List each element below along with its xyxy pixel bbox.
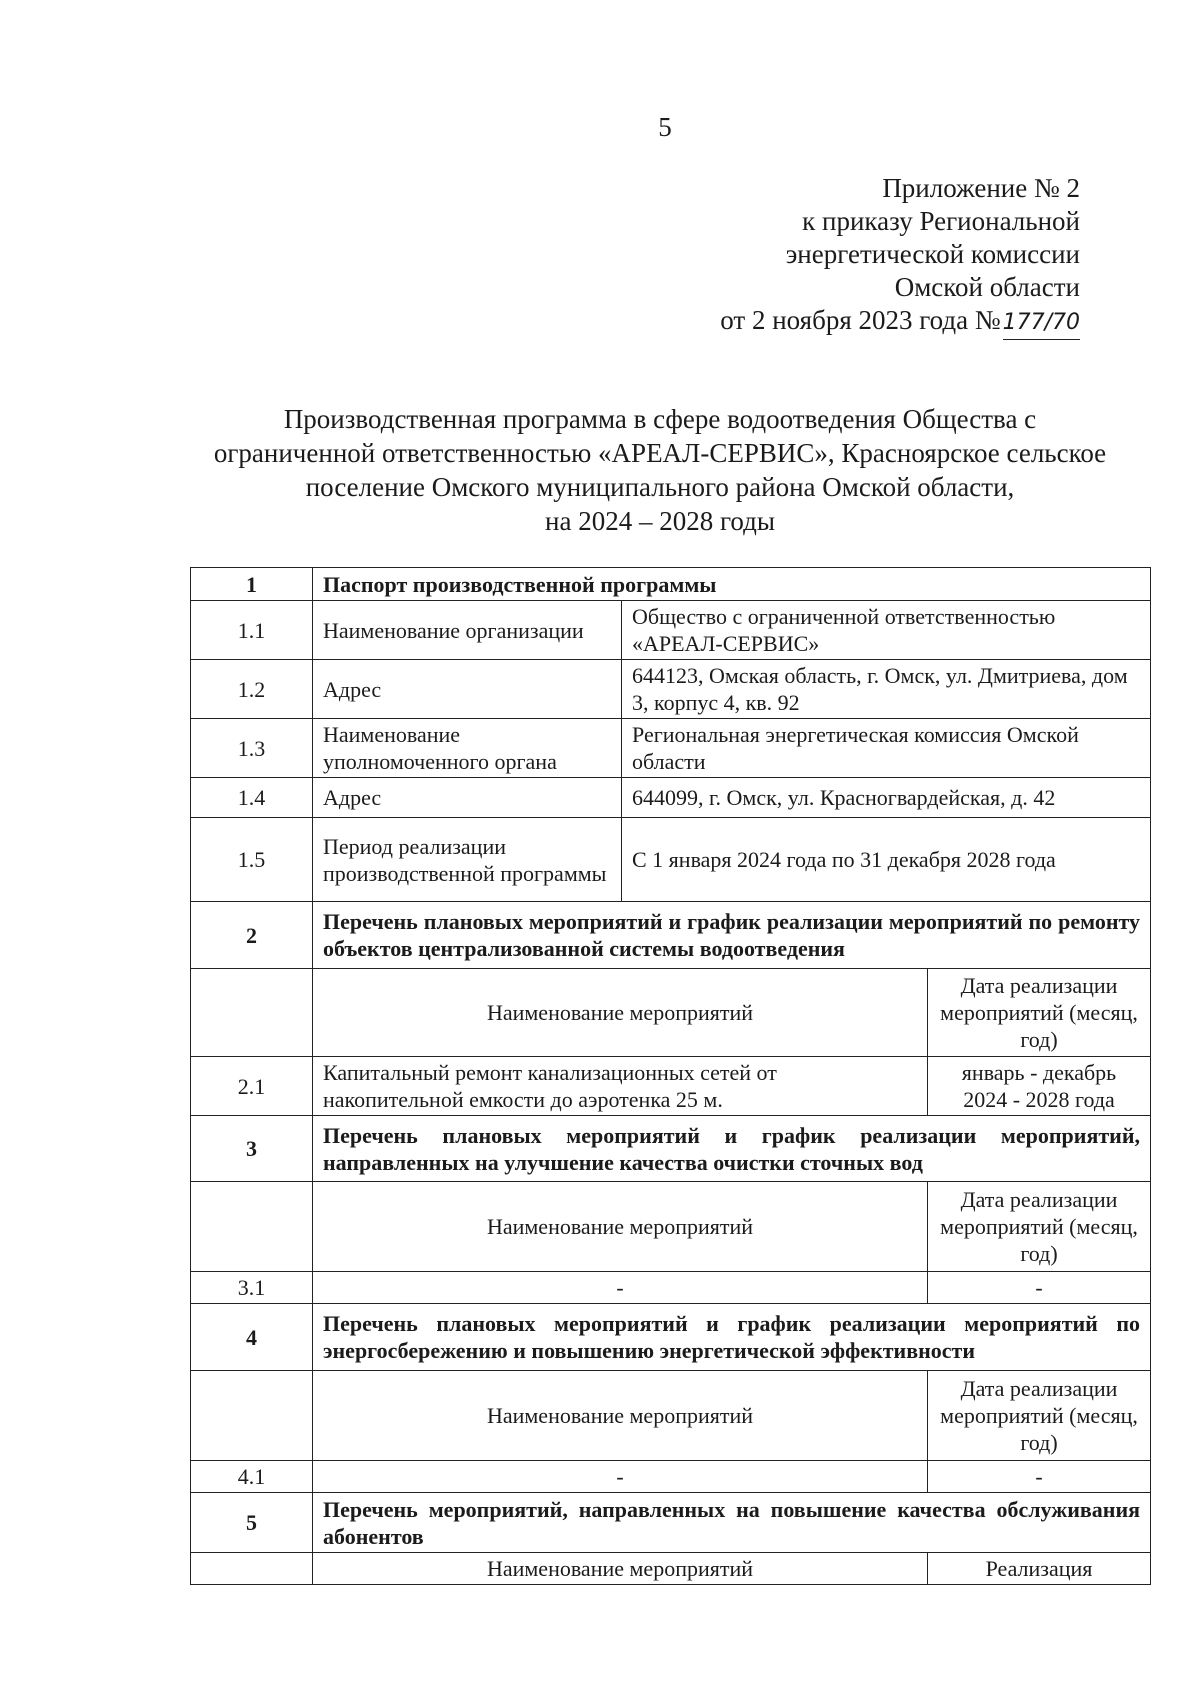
empty-cell [191,969,313,1057]
appendix-header [720,172,1080,340]
appendix-order-line [720,304,1080,340]
column-header-row [191,1182,1151,1272]
row-label: Наименование организации [313,601,622,660]
activity-name: - [313,1272,928,1304]
column-header-row [191,969,1151,1057]
empty-cell [191,1553,313,1585]
column-header-date: Дата реализации мероприятий (месяц, год) [928,1182,1151,1272]
appendix-line: Приложение № 2 [882,173,1080,203]
table-row [191,818,1151,902]
row-number: 1.5 [191,818,313,902]
row-number: 3.1 [191,1272,313,1304]
table-row [191,1272,1151,1304]
empty-cell [191,1182,313,1272]
column-header-date: Дата реализации мероприятий (месяц, год) [928,969,1151,1057]
section-4-header-row [191,1304,1151,1371]
column-header-name: Наименование мероприятий [313,969,928,1057]
column-header-row [191,1371,1151,1461]
section-number: 1 [191,568,313,601]
column-header-name: Наименование мероприятий [313,1371,928,1461]
table-row [191,719,1151,778]
activity-date: январь - декабрь 2024 - 2028 года [928,1057,1151,1116]
empty-cell [191,1371,313,1461]
title-line: поселение Омского муниципального района Омской области, [305,472,1015,502]
activity-date: - [928,1272,1151,1304]
activity-name: Капитальный ремонт канализационных сетей от накопительной емкости до аэротенка 25 м. [313,1057,928,1116]
section-title: Перечень плановых мероприятий и график реализации мероприятий по ремонту объектов централизованной системы водоотведения [313,902,1151,969]
order-date-text: от 2 ноября 2023 года № [720,305,1001,335]
section-title: Перечень плановых мероприятий и график реализации мероприятий, направленных на улучшение качества очистки сточных вод [313,1116,1151,1182]
row-value: С 1 января 2024 года по 31 декабря 2028 года [622,818,1151,902]
title-line: на 2024 – 2028 годы [545,506,775,536]
table-row [191,1461,1151,1493]
row-label: Адрес [313,660,622,719]
row-number: 1.2 [191,660,313,719]
column-header-name: Наименование мероприятий [313,1553,928,1585]
row-value: 644099, г. Омск, ул. Красногвардейская, д. 42 [622,778,1151,818]
column-header-name: Наименование мероприятий [313,1182,928,1272]
row-value: 644123, Омская область, г. Омск, ул. Дмитриева, дом 3, корпус 4, кв. 92 [622,660,1151,719]
title-line: ограниченной ответственностью «АРЕАЛ-СЕРВИС», Красноярское сельское [213,438,1107,468]
production-program-table [190,567,1151,1585]
section-title: Паспорт производственной программы [313,568,1151,601]
section-3-header-row [191,1116,1151,1182]
page-number: 5 [658,112,672,142]
section-2-header-row [191,902,1151,969]
title-line: Производственная программа в сфере водоотведения Общества с [283,404,1037,434]
section-number: 5 [191,1493,313,1553]
appendix-line: Омской области [894,272,1080,302]
section-number: 2 [191,902,313,969]
row-label: Наименование уполномоченного органа [313,719,622,778]
table-row [191,1057,1151,1116]
appendix-line: энергетической комиссии [785,239,1080,269]
row-value: Общество с ограниченной ответственностью «АРЕАЛ-СЕРВИС» [622,601,1151,660]
activity-name: - [313,1461,928,1493]
row-label: Период реализации производственной программы [313,818,622,902]
section-1-header-row [191,568,1151,601]
row-number: 1.3 [191,719,313,778]
table-row [191,601,1151,660]
row-number: 2.1 [191,1057,313,1116]
document-title [160,402,1160,538]
row-label: Адрес [313,778,622,818]
section-number: 3 [191,1116,313,1182]
section-title: Перечень плановых мероприятий и график реализации мероприятий по энергосбережению и повышению энергетической эффективности [313,1304,1151,1371]
section-title: Перечень мероприятий, направленных на повышение качества обслуживания абонентов [313,1493,1151,1553]
appendix-line: к приказу Региональной [802,206,1080,236]
handwritten-order-number: 177/70 [1003,306,1080,340]
row-value: Региональная энергетическая комиссия Омской области [622,719,1151,778]
table-row [191,778,1151,818]
section-5-header-row [191,1493,1151,1553]
column-header-date: Реализация [928,1553,1151,1585]
column-header-date: Дата реализации мероприятий (месяц, год) [928,1371,1151,1461]
section-number: 4 [191,1304,313,1371]
activity-date: - [928,1461,1151,1493]
row-number: 4.1 [191,1461,313,1493]
table-row [191,660,1151,719]
row-number: 1.1 [191,601,313,660]
column-header-row [191,1553,1151,1585]
row-number: 1.4 [191,778,313,818]
